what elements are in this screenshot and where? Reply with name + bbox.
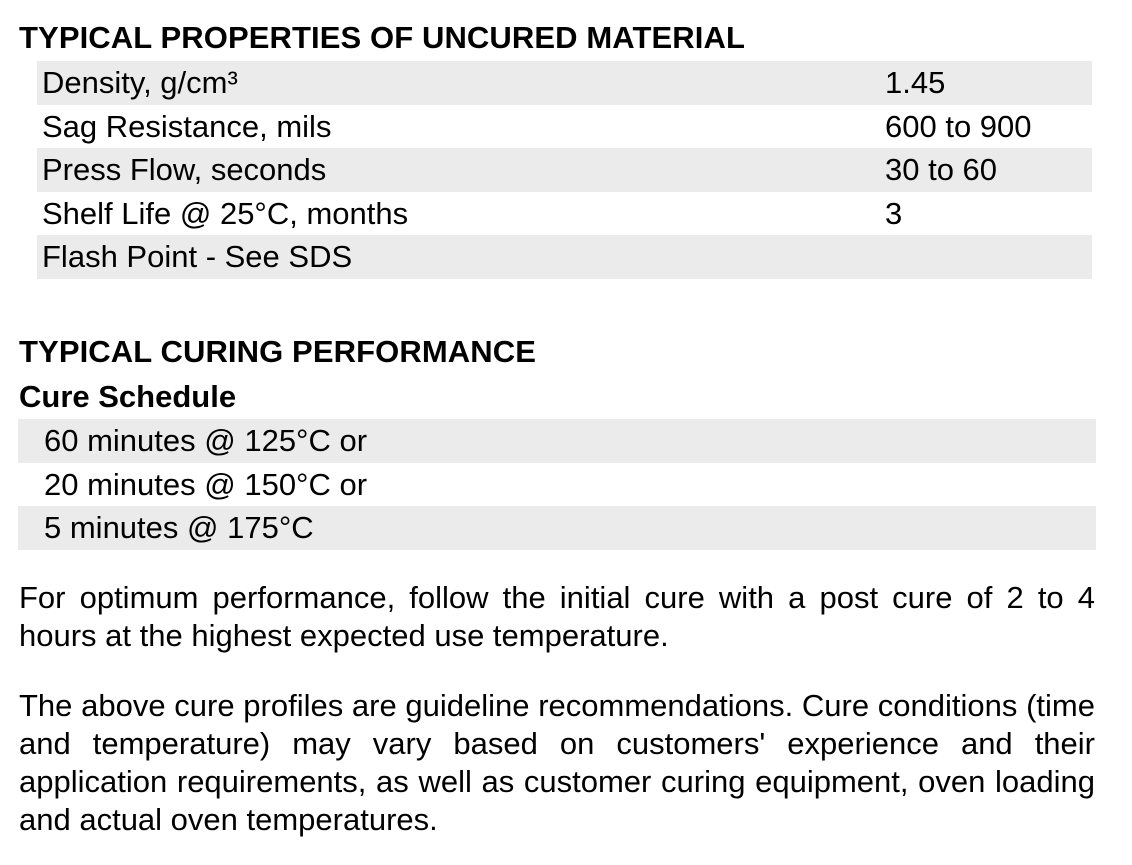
post-cure-paragraph: For optimum performance, follow the initial cure with a post cure of 2 to 4 hours at the highest expected use temperature. [19,580,1095,653]
cure-schedule-table [18,419,1096,550]
table-row [37,235,1092,279]
cure-schedule-item: 5 minutes @ 175°C [44,510,314,546]
table-row [37,105,1092,149]
cure-schedule-item: 20 minutes @ 150°C or [44,466,368,502]
table-row [18,506,1096,550]
property-value: 600 to 900 [885,108,1032,144]
cure-guideline-paragraph: The above cure profiles are guideline recommendations. Cure conditions (time and temperature) may vary based on customers' experience and their application requirements, as well as customer curing equipment, oven loading and actual oven temperatures. [19,688,1095,837]
curing-performance-heading: TYPICAL CURING PERFORMANCE [19,334,536,369]
property-label: Press Flow, seconds [42,152,327,188]
uncured-properties-table [37,61,1092,279]
table-row [18,463,1096,507]
cure-schedule-heading: Cure Schedule [19,379,237,414]
property-label: Sag Resistance, mils [42,108,332,144]
table-row [37,192,1092,236]
property-label: Shelf Life @ 25°C, months [42,195,409,231]
uncured-properties-heading: TYPICAL PROPERTIES OF UNCURED MATERIAL [19,20,746,55]
property-value: 1.45 [885,65,946,100]
cure-schedule-item: 60 minutes @ 125°C or [44,423,368,458]
property-label: Flash Point - See SDS [42,239,353,275]
table-row [18,419,1096,463]
property-value: 30 to 60 [885,152,998,188]
table-row [37,148,1092,192]
property-label: Density, g/cm³ [42,65,238,100]
property-value: 3 [885,195,903,231]
table-row [37,61,1092,105]
